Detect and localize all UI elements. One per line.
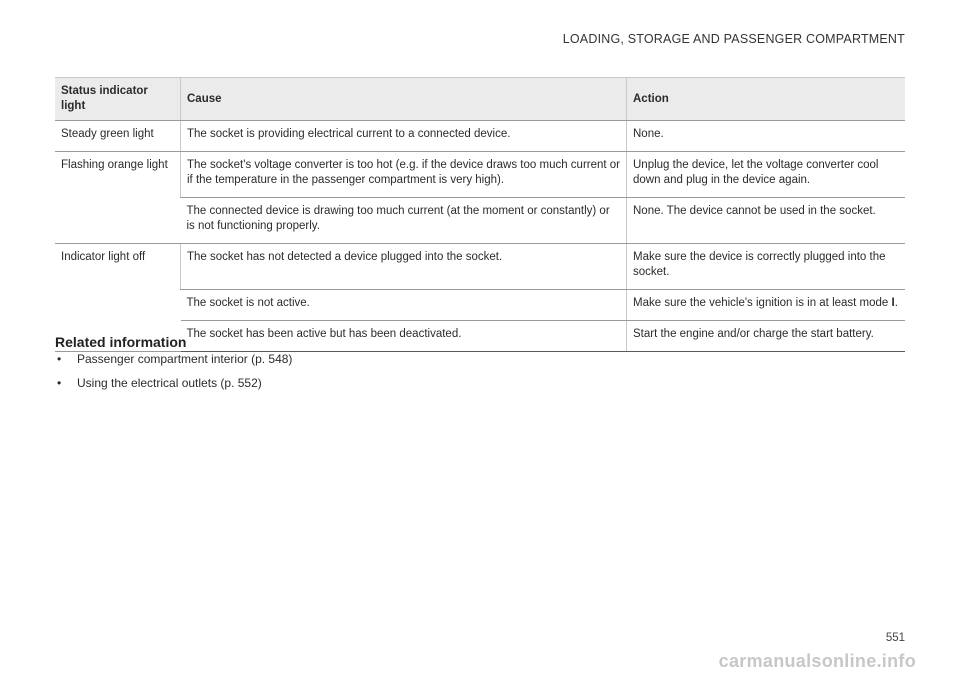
cause-cell: The socket is not active. [181, 290, 627, 321]
list-item[interactable] [55, 376, 292, 391]
table-row [55, 121, 905, 152]
bullet-icon: • [57, 352, 62, 366]
bullet-icon: • [57, 376, 62, 390]
table-header-row [55, 78, 905, 121]
status-cell: Flashing orange light [55, 152, 181, 244]
action-cell: Make sure the device is correctly plugged into the socket. [627, 244, 906, 290]
table-row [55, 244, 905, 290]
related-links-list [55, 352, 292, 391]
watermark: carmanualsonline.info [718, 651, 916, 671]
status-indicator-table [55, 77, 905, 352]
cause-cell: The socket is providing electrical current to a connected device. [181, 121, 627, 152]
action-text-end: . [894, 297, 898, 309]
column-header-action: Action [627, 78, 906, 121]
action-cell: Unplug the device, let the voltage converter cool down and plug in the device again. [627, 152, 906, 198]
table-row [55, 198, 905, 244]
ignition-mode-label: I [891, 297, 895, 309]
table-row [55, 290, 905, 321]
cause-cell: The socket's voltage converter is too hot (e.g. if the device draws too much current or if the temperature in the passenger compartment is very high). [181, 152, 627, 198]
action-cell: None. [627, 121, 906, 152]
action-cell: Start the engine and/or charge the start battery. [627, 321, 906, 352]
table-row [55, 152, 905, 198]
cause-cell: The socket has been active but has been deactivated. [181, 321, 627, 352]
action-cell [627, 290, 906, 321]
action-text: Make sure the vehicle's ignition is in at least mode [633, 297, 892, 309]
action-cell: None. The device cannot be used in the socket. [627, 198, 906, 244]
related-link[interactable]: Using the electrical outlets (p. 552) [77, 376, 262, 390]
section-header: LOADING, STORAGE AND PASSENGER COMPARTMENT [562, 32, 905, 46]
cause-cell: The connected device is drawing too much current (at the moment or constantly) or is not functioning properly. [181, 198, 627, 244]
related-title: Related information [55, 334, 187, 350]
related-link[interactable]: Passenger compartment interior (p. 548) [77, 352, 293, 366]
column-header-status: Status indicator light [55, 78, 181, 121]
list-item[interactable] [55, 352, 292, 367]
status-cell: Indicator light off [55, 244, 181, 352]
page-number: 551 [885, 632, 905, 644]
cause-cell: The socket has not detected a device plugged into the socket. [181, 244, 627, 290]
status-cell: Steady green light [55, 121, 181, 152]
column-header-cause: Cause [181, 78, 627, 121]
related-information [55, 334, 292, 400]
